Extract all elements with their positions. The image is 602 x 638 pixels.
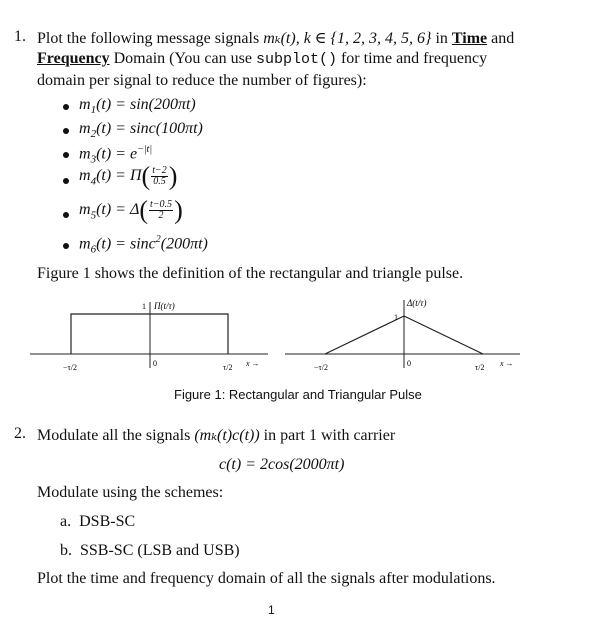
tri-one-label: 1 [394,313,398,322]
signal-m3: $m_3(t) = e^{-|t|}$ [79,144,153,166]
q1-line-3: domain per signal to reduce the number of figures): [37,72,367,89]
q2-line-1 [37,425,395,445]
closing-instruction: Plot the time and frequency domain of all the signals after modulations. [37,570,496,587]
signal-m4: $m_4(t) = \Pi$( $\frac{t-2}{0.5}$ ) [79,161,178,191]
q2-product-expression: (mₖ(t)c(t)) [194,427,260,444]
bullet [63,178,69,184]
figure-intro: Figure 1 shows the definition of the rectangular and triangle pulse. [37,265,464,282]
q1-set-expression: mₖ(t), k ∈ {1, 2, 3, 4, 5, 6} [263,30,432,47]
tri-pos-tick-label: τ/2 [475,363,485,372]
q2-number: 2. [14,425,26,442]
scheme-text: SSB-SC (LSB and USB) [80,542,240,559]
rect-pos-tick-label: τ/2 [223,363,233,372]
q2-line1-text-a: Modulate all the signals [37,427,195,444]
bullet [63,243,69,249]
scheme-text: DSB-SC [79,513,136,530]
q1-line2-text-a: Domain (You can use [109,50,256,67]
pulse-figure [0,290,602,380]
rect-neg-tick-label: −τ/2 [63,363,77,372]
q1-and-text: and [487,30,515,47]
q2-line1-text-b: in part 1 with carrier [259,427,396,444]
bullet [63,104,69,110]
schemes-intro: Modulate using the schemes: [37,484,224,501]
q1-number: 1. [14,28,26,45]
bullet [63,128,69,134]
tri-zero-label: 0 [407,359,411,368]
scheme-letter: b. [60,542,72,559]
rect-zero-label: 0 [153,359,157,368]
q1-line1-text-b: in [431,30,452,47]
time-keyword: Time [451,30,488,47]
rect-x-label: x → [246,359,260,368]
signal-m2: $m_2(t) = \sin c(100\pi t)$ [79,120,203,141]
q1-line-2 [37,50,487,68]
tri-neg-tick-label: −τ/2 [314,363,328,372]
figure-caption: Figure 1: Rectangular and Triangular Pulse [174,387,422,402]
signal-m1: $m_1(t) = \sin(200\pi t)$ [79,96,196,117]
carrier-equation: c(t) = 2cos(2000πt) [219,456,345,473]
tri-x-label: x → [500,359,514,368]
signal-m5: $m_5(t) = \Delta$( $\frac{t-0.5}{2}$ ) [79,195,183,225]
frequency-keyword: Frequency [37,50,110,67]
q1-line1-text-a: Plot the following message signals [37,30,264,47]
page-number: 1 [268,603,275,617]
rect-one-label: 1 [142,302,146,311]
bullet [63,212,69,218]
signal-m6: $m_6(t) = \sin c^2(200\pi t)$ [79,234,208,256]
bullet [63,152,69,158]
scheme-item-a [60,513,135,531]
rect-pulse-label: Π(t/τ) [154,301,175,311]
scheme-letter: a. [60,513,72,530]
q1-line2-text-b: for time and frequency [336,50,488,67]
tri-pulse-label: Δ(t/τ) [407,298,427,308]
subplot-code: subplot() [255,51,337,68]
scheme-item-b [60,542,240,560]
q1-line-1 [37,28,514,48]
